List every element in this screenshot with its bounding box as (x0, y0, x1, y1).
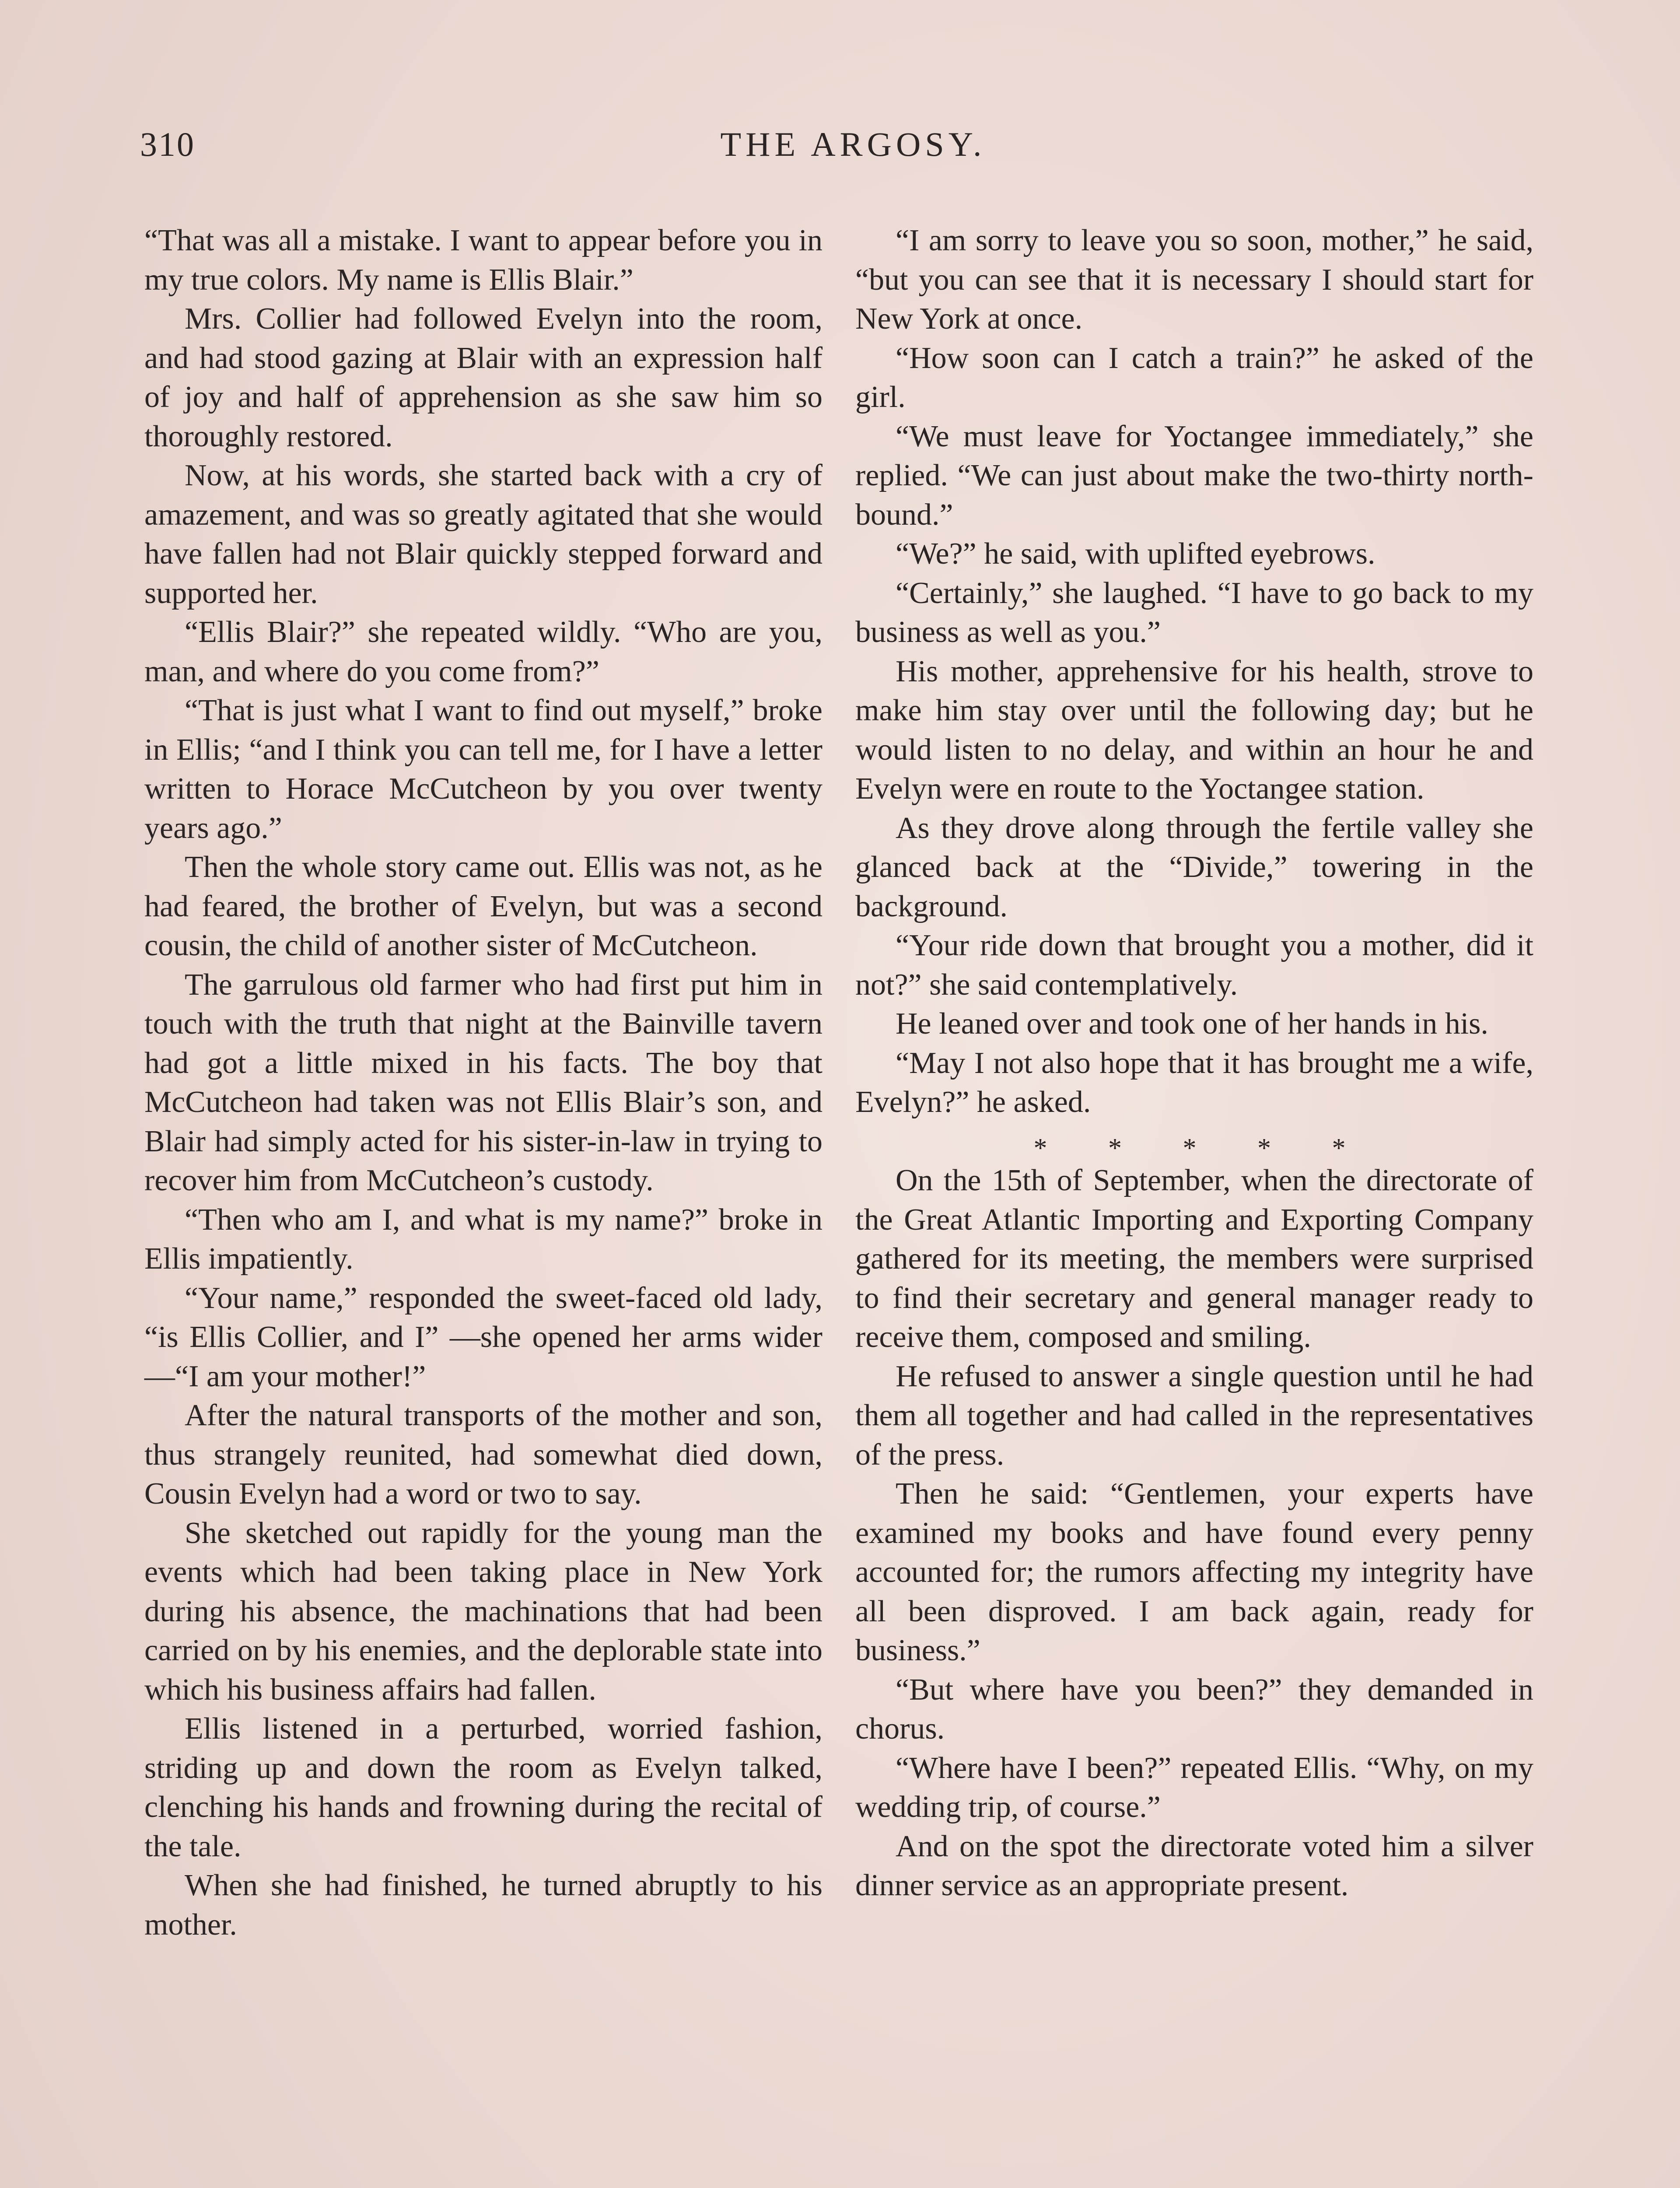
paragraph: Then the whole story came out. Ellis was not, as he had feared, the brother of Evelyn, but was a second cousin, the child of another sister of McCutcheon. (144, 850, 822, 962)
paragraph: When she had finished, he turned abruptly to his mother. (144, 1869, 822, 1942)
page-number: 310 (140, 125, 195, 163)
paragraph: “Certainly,” she laughed. “I have to go back to my business as well as you.” (855, 576, 1533, 649)
paragraph: “Where have I been?” repeated Ellis. “Why, on my wedding trip, of course.” (855, 1751, 1533, 1824)
running-head: THE ARGOSY. (720, 125, 986, 163)
left-column (144, 221, 822, 1944)
paragraph: “Your name,” responded the sweet-faced old lady, “is Ellis Collier, and I” —she opened her arms wider—“I am your mother!” (144, 1281, 822, 1393)
paragraph: “Your ride down that brought you a mother, did it not?” she said contemplatively. (855, 929, 1533, 1002)
paragraph: And on the spot the directorate voted him a silver dinner service as an appropriate present. (855, 1829, 1533, 1902)
paragraph: “May I not also hope that it has brought me a wife, Evelyn?” he asked. (855, 1046, 1533, 1119)
paragraph: “I am sorry to leave you so soon, mother,” he said, “but you can see that it is necessary I should start for New York at once. (855, 224, 1533, 336)
paragraph: Then he said: “Gentlemen, your experts have examined my books and have found every penny accounted for; the rumors affecting my integrity have all been disproved. I am back again, ready for business.” (855, 1477, 1533, 1667)
paragraph: He refused to answer a single question until he had them all together and had called in the representatives of the press. (855, 1359, 1533, 1472)
paragraph: His mother, apprehensive for his health, strove to make him stay over until the following day; but he would listen to no delay, and within an hour he and Evelyn were en route to the Yoctangee station. (855, 654, 1533, 806)
paragraph: “Ellis Blair?” she repeated wildly. “Who are you, man, and where do you come from?” (144, 615, 822, 688)
section-break: * * * * * (1033, 1133, 1373, 1163)
page-header (0, 0, 1680, 245)
paragraph: Mrs. Collier had followed Evelyn into the room, and had stood gazing at Blair with an expression half of joy and half of apprehension as she saw him so thoroughly restored. (144, 302, 822, 453)
paragraph: “We must leave for Yoctangee immediately,” she replied. “We can just about make the two-thirty north-bound.” (855, 419, 1533, 532)
paragraph: “That is just what I want to find out myself,” broke in Ellis; “and I think you can tell me, for I have a letter written to Horace McCutcheon by you over twenty years ago.” (144, 694, 822, 845)
paragraph: He leaned over and took one of her hands in his. (896, 1007, 1488, 1041)
paragraph: “We?” he said, with uplifted eyebrows. (896, 537, 1376, 571)
paragraph: “That was all a mistake. I want to appear before you in my true colors. My name is Ellis Blair.” (144, 224, 822, 297)
paragraph: On the 15th of September, when the directorate of the Great Atlantic Importing and Exporting Company gathered for its meeting, the members were surprised to find their secretary and general manager ready to receive them, composed and smiling. (855, 1164, 1533, 1354)
paragraph: “How soon can I catch a train?” he asked of the girl. (855, 341, 1533, 414)
paragraph: After the natural transports of the mother and son, thus strangely reunited, had somewhat died down, Cousin Evelyn had a word or two to say. (144, 1399, 822, 1511)
paragraph: “Then who am I, and what is my name?” broke in Ellis impatiently. (144, 1203, 822, 1276)
right-column (855, 221, 1533, 1905)
paragraph: Ellis listened in a perturbed, worried fashion, striding up and down the room as Evelyn talked, clenching his hands and frowning during the recital of the tale. (144, 1712, 822, 1863)
paragraph: The garrulous old farmer who had first put him in touch with the truth that night at the Bainville tavern had got a little mixed in his facts. The boy that McCutcheon had taken was not Ellis Blair’s son, and Blair had simply acted for his sister-in-law in trying to recover him from McCutcheon’s custody. (144, 968, 822, 1197)
paragraph: As they drove along through the fertile valley she glanced back at the “Divide,” towering in the background. (855, 811, 1533, 923)
paragraph: “But where have you been?” they demanded in chorus. (855, 1673, 1533, 1746)
paragraph: Now, at his words, she started back with a cry of amazement, and was so greatly agitated that she would have fallen had not Blair quickly stepped forward and supported her. (144, 459, 822, 610)
paragraph: She sketched out rapidly for the young man the events which had been taking place in New York during his absence, the machinations that had been carried on by his enemies, and the deplorable state into which his business affairs had fallen. (144, 1516, 822, 1707)
